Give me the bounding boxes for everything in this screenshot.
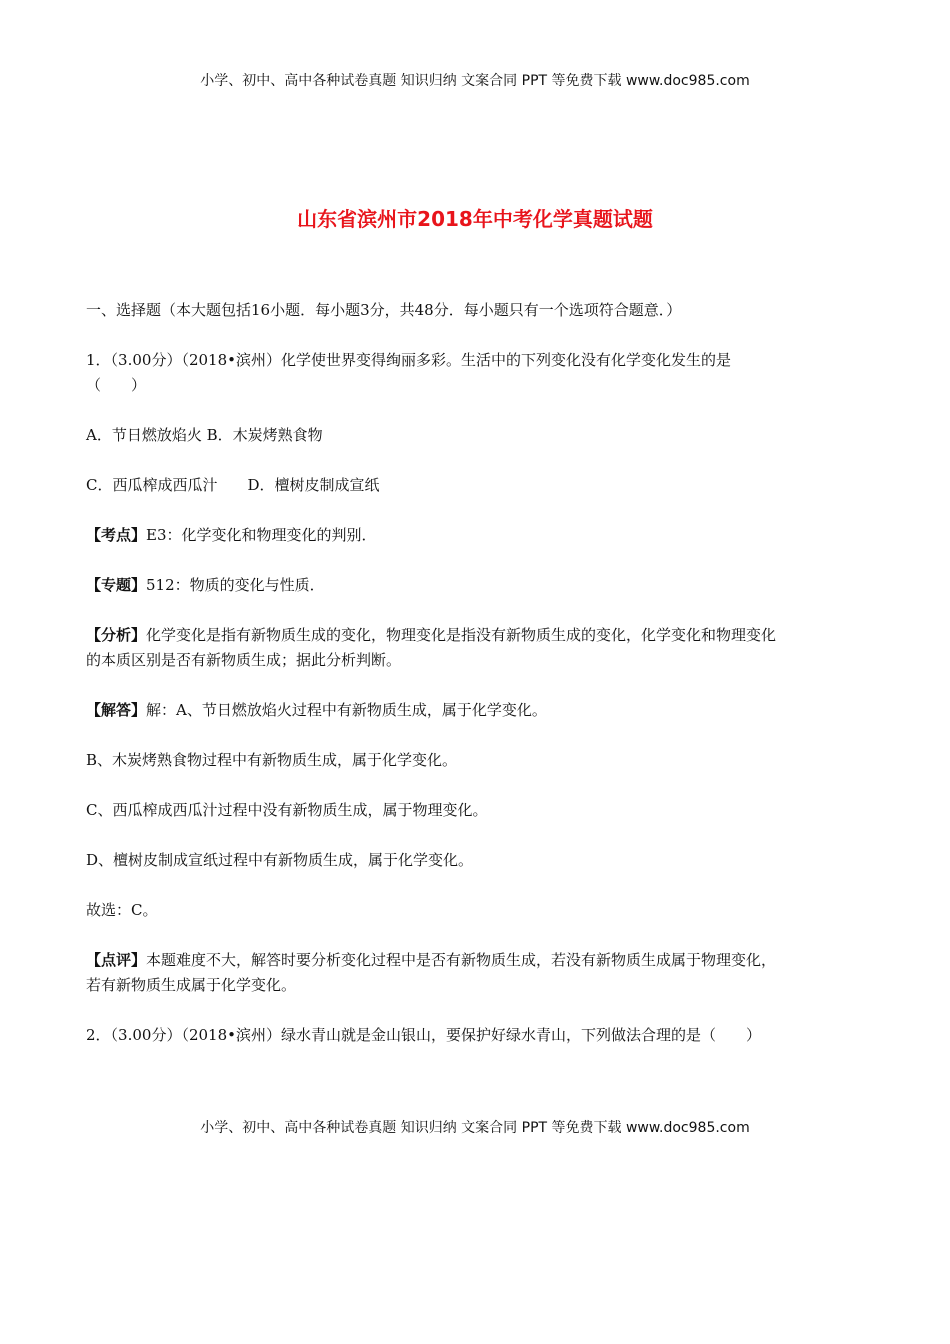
jieda-line <box>86 698 871 723</box>
fenxi-text: 化学变化是指有新物质生成的变化，物理变化是指没有新物质生成的变化，化学变化和物理变化 <box>146 626 777 644</box>
kaodian-label: 【考点】 <box>86 526 147 544</box>
answer-choice: 故选：C。 <box>86 901 158 919</box>
dianping-label: 【点评】 <box>86 951 147 969</box>
dianping-line <box>86 948 871 973</box>
fenxi-label: 【分析】 <box>86 626 147 644</box>
answer-c: C、西瓜榨成西瓜汁过程中没有新物质生成，属于物理变化。 <box>86 801 488 819</box>
page-title: 山东省滨州市2018年中考化学真题试题 <box>297 207 653 231</box>
zhuanti-line <box>86 573 871 598</box>
question-2-stem: 2．（3.00分）（2018•滨州）绿水青山就是金山银山，要保护好绿水青山，下列做法合理的是（ ） <box>86 1026 761 1044</box>
page-header: 小学、初中、高中各种试卷真题 知识归纳 文案合同 PPT 等免费下载 www.doc985.com <box>200 73 750 89</box>
question-1-options-cd: C．西瓜榨成西瓜汁 D．檀树皮制成宣纸 <box>86 476 380 494</box>
question-1-stem: 1．（3.00分）（2018•滨州）化学使世界变得绚丽多彩。生活中的下列变化没有化学变化发生的是 <box>86 351 731 369</box>
fenxi-text-continued: 的本质区别是否有新物质生成；据此分析判断。 <box>86 651 402 669</box>
dianping-text: 本题难度不大，解答时要分析变化过程中是否有新物质生成，若没有新物质生成属于物理变化， <box>146 951 777 969</box>
answer-b: B、木炭烤熟食物过程中有新物质生成，属于化学变化。 <box>86 751 458 769</box>
question-1-stem-blank: （ ） <box>86 376 147 394</box>
document-body <box>86 298 871 1048</box>
fenxi-line <box>86 623 871 648</box>
page-footer: 小学、初中、高中各种试卷真题 知识归纳 文案合同 PPT 等免费下载 www.doc985.com <box>200 1120 750 1136</box>
dianping-text-continued: 若有新物质生成属于化学变化。 <box>86 976 297 994</box>
jieda-text: 解：A、节日燃放焰火过程中有新物质生成，属于化学变化。 <box>146 701 547 719</box>
question-1-options-ab: A．节日燃放焰火 B．木炭烤熟食物 <box>86 426 323 444</box>
answer-d: D、檀树皮制成宣纸过程中有新物质生成，属于化学变化。 <box>86 851 474 869</box>
kaodian-line <box>86 523 871 548</box>
jieda-label: 【解答】 <box>86 701 147 719</box>
kaodian-text: E3：化学变化和物理变化的判别． <box>146 526 377 544</box>
zhuanti-label: 【专题】 <box>86 576 147 594</box>
zhuanti-text: 512：物质的变化与性质． <box>146 576 325 594</box>
section-heading: 一、选择题（本大题包括16小题．每小题3分，共48分．每小题只有一个选项符合题意．） <box>86 301 682 319</box>
